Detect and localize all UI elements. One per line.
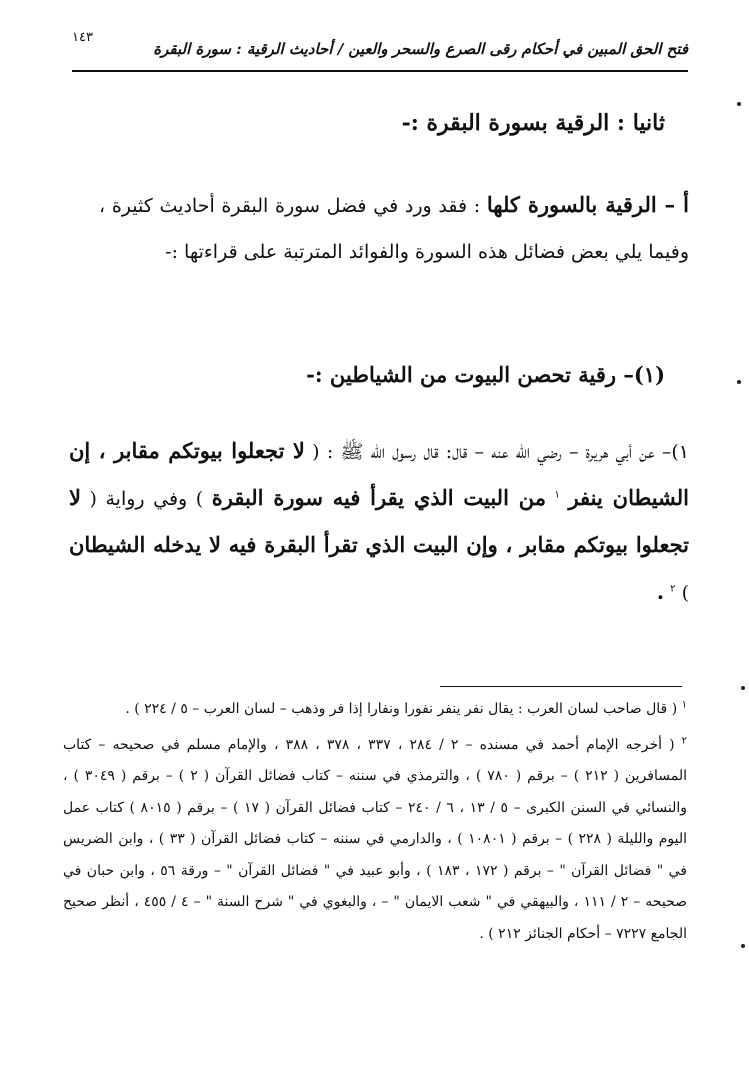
footnote-ref-2[interactable]: ٢	[670, 583, 676, 595]
footnote-rule	[440, 686, 682, 687]
section-heading: ثانيا : الرقية بسورة البقرة :-	[401, 110, 665, 136]
hadith-suffix: )	[681, 582, 689, 604]
intro-paragraph	[99, 182, 689, 275]
running-header	[72, 30, 688, 66]
hadith-paragraph	[69, 428, 689, 616]
hadith-quote-3: لا تجعلوا بيوتكم مقابر ، وإن البيت الذي تقرأ البقرة فيه لا يدخله الشيطان	[69, 485, 689, 557]
footnote-text-1: ( قال صاحب لسان العرب : يقال نفر ينفر نفورا ونفارا إذا فر وذهب – لسان العرب – ٥ / ٢٢٤ ) .	[125, 701, 678, 717]
subheading: (١)– رقية تحصن البيوت من الشياطين :-	[306, 362, 665, 387]
hadith-middle: ) وفي رواية (	[89, 488, 204, 510]
page-number: ١٤٣	[72, 30, 93, 45]
margin-dot	[741, 944, 745, 948]
header-rule	[72, 70, 688, 72]
footnote-number-1: ١	[681, 699, 687, 711]
footnote-2	[63, 730, 687, 951]
intro-label: أ – الرقية بالسورة كلها	[486, 192, 690, 217]
footnote-1	[63, 694, 687, 726]
hadith-quote-2: من البيت الذي يقرأ فيه سورة البقرة	[211, 485, 546, 510]
intro-text: : فقد ورد في فضل سورة البقرة أحاديث كثيرة ، وفيما يلي بعض فضائل هذه السورة والفوائد المترتبة على قراءتها :-	[99, 195, 689, 263]
footnote-text-2: ( أخرجه الإمام أحمد في مسنده – ٢ / ٢٨٤ ، ٣٣٧ ، ٣٧٨ ، ٣٨٨ ، والإمام مسلم في صحيحه – كتاب المسافرين ( ٢١٢ ) – برقم ( ٧٨٠ ) ، والترمذي في سننه – كتاب فضائل القرآن ( ٢ ) – برقم ( ٣٠٤٩ ) ، والنسائي في السنن الكبرى – ٥ / ١٣ ، ٦ / ٢٤٠ – كتاب فضائل القرآن ( ١٧ ) – برقم ( ٨٠١٥ ) كتاب عمل اليوم والليلة ( ٢٢٨ ) – برقم ( ١٠٨٠١ ) ، والدارمي في سننه – كتاب فضائل القرآن ( ٣٣ ) ، وابن الضريس في " فضائل القرآن " – برقم ( ١٧٢ ، ١٨٣ ) ، وأبو عبيد في " فضائل القرآن " – ورقة ٥٦ ، وابن حبان في صحيحه – ٢ / ١١١ ، والبيهقي في " شعب الايمان " – ، والبغوي في " شرح السنة " – ٤ / ٤٥٥ ، أنظر صحيح الجامع ٧٢٢٧ – أحكام الجنائز ٢١٢ ) .	[63, 736, 687, 942]
header-title: فتح الحق المبين في أحكام رقى الصرع والسحر والعين / أحاديث الرقية : سورة البقرة	[153, 40, 688, 58]
margin-dot	[737, 102, 741, 106]
footnote-number-2: ٢	[681, 734, 688, 746]
margin-dot	[737, 380, 741, 384]
hadith-prefix: ١)– عن أبي هريرة – رضي الله عنه – قال: قال رسول الله ﷺ : (	[312, 441, 689, 463]
margin-dot	[741, 686, 745, 690]
footnote-ref-1[interactable]: ١	[554, 489, 560, 501]
footnotes	[63, 694, 687, 954]
hadith-quote-1: لا تجعلوا بيوتكم مقابر ، إن الشيطان ينفر	[69, 438, 689, 510]
hadith-end: .	[656, 579, 665, 604]
